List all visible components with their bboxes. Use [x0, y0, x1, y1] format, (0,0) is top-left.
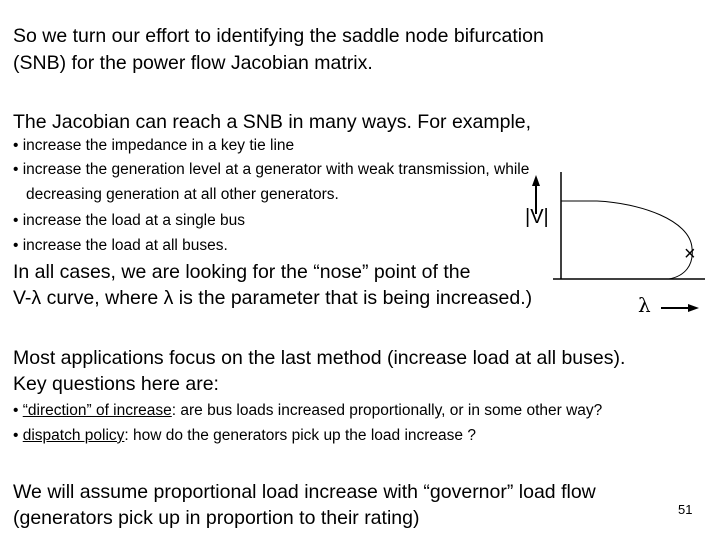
intro-line-1: So we turn our effort to identifying the saddle node bifurcation	[13, 25, 544, 47]
page-number: 51	[678, 502, 693, 517]
pv-curve	[561, 201, 692, 279]
question-text: : how do the generators pick up the load increase ?	[124, 427, 476, 444]
question-2	[13, 426, 476, 445]
question-term: dispatch policy	[22, 427, 125, 444]
nose-line-2: V-λ curve, where λ is the parameter that is being increased.)	[13, 287, 533, 309]
bullet: •	[13, 402, 23, 419]
bullet: •	[13, 427, 23, 444]
conclusion-line-2: (generators pick up in proportion to their rating)	[13, 507, 420, 529]
bullet-2-cont: decreasing generation at all other generators.	[26, 186, 339, 203]
jacobian-heading: The Jacobian can reach a SNB in many ways. For example,	[13, 111, 532, 133]
intro-line-2: (SNB) for the power flow Jacobian matrix.	[13, 52, 373, 74]
nose-line-1: In all cases, we are looking for the “nose” point of the	[13, 261, 471, 283]
bullet-3: • increase the load at a single bus	[13, 212, 246, 229]
bullet-1: • increase the impedance in a key tie line	[13, 137, 295, 154]
lambda-axis-label: λ	[638, 293, 651, 317]
question-term: “direction” of increase	[22, 402, 172, 419]
v-axis-label: |V|	[525, 206, 549, 228]
v-arrow-head-icon	[532, 175, 540, 186]
conclusion-line-1: We will assume proportional load increase with “governor” load flow	[13, 481, 596, 503]
question-text: : are bus loads increased proportionally, or in some other way?	[171, 402, 603, 419]
applications-line-2: Key questions here are:	[13, 373, 219, 395]
bullet-2: • increase the generation level at a generator with weak transmission, while	[13, 161, 530, 178]
nose-point-marker: ×	[684, 243, 696, 265]
question-1	[13, 401, 602, 420]
lambda-arrow-head-icon	[688, 304, 699, 312]
applications-line-1: Most applications focus on the last method (increase load at all buses).	[13, 347, 626, 369]
bullet-4: • increase the load at all buses.	[13, 237, 228, 254]
